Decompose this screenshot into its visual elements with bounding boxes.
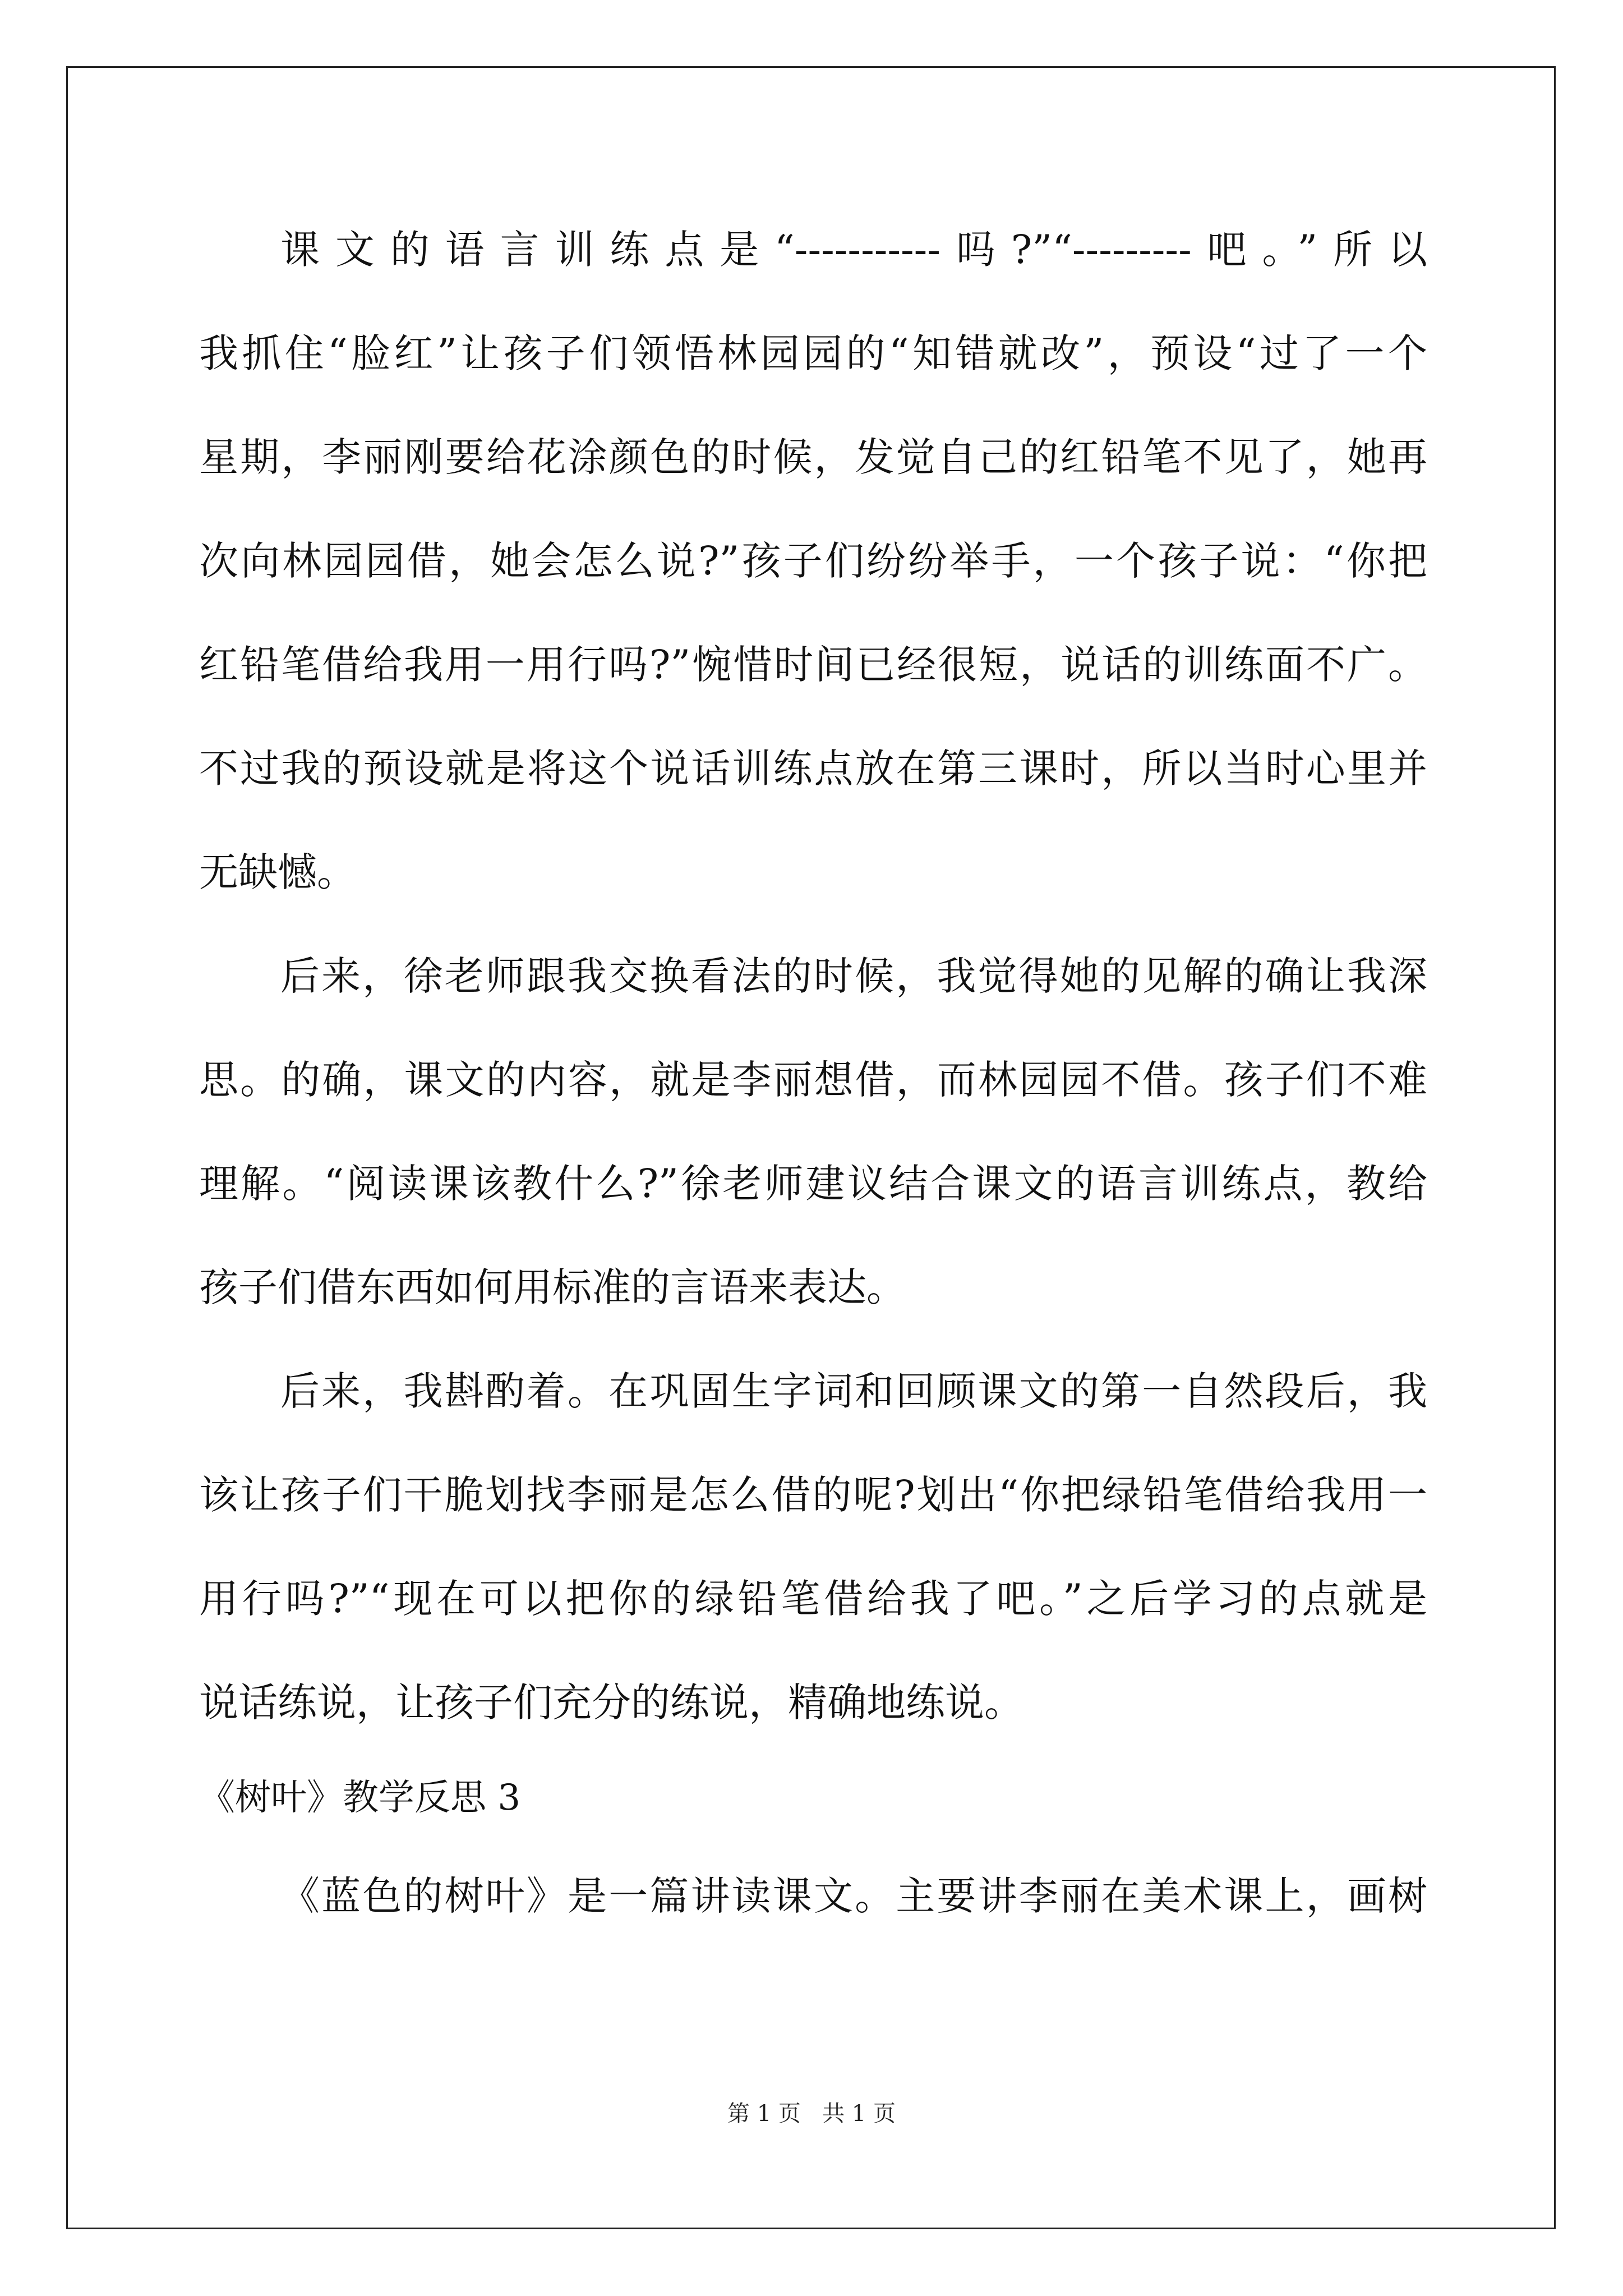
paragraph-1-line-5: 红铅笔借给我用一用行吗?”惋惜时间已经很短，说话的训练面不广。 bbox=[199, 642, 1427, 688]
paragraph-1-line-7: 无缺憾。 bbox=[199, 849, 356, 895]
paragraph-2-line-2: 思。的确，课文的内容，就是李丽想借，而林园园不借。孩子们不难 bbox=[199, 1057, 1427, 1103]
paragraph-1-line-4: 次向林园园借，她会怎么说?”孩子们纷纷举手，一个孩子说：“你把 bbox=[199, 538, 1427, 584]
paragraph-1-line-3: 星期，李丽刚要给花涂颜色的时候，发觉自己的红铅笔不见了，她再 bbox=[199, 434, 1427, 480]
paragraph-3-line-3: 用行吗?”“现在可以把你的绿铅笔借给我了吧。”之后学习的点就是 bbox=[199, 1576, 1427, 1622]
paragraph-1-line-6: 不过我的预设就是将这个说话训练点放在第三课时，所以当时心里并 bbox=[199, 746, 1427, 792]
paragraph-3-line-1: 后来，我斟酌着。在巩固生字词和回顾课文的第一自然段后，我 bbox=[280, 1368, 1427, 1414]
paragraph-2-line-1: 后来，徐老师跟我交换看法的时候，我觉得她的见解的确让我深 bbox=[280, 953, 1427, 999]
paragraph-2-line-3: 理解。“阅读课该教什么?”徐老师建议结合课文的语言训练点，教给 bbox=[199, 1161, 1427, 1207]
section-heading: 《树叶》教学反思 3 bbox=[199, 1777, 521, 1819]
paragraph-1-line-2: 我抓住“脸红”让孩子们领悟林园园的“知错就改”，预设“过了一个 bbox=[199, 330, 1427, 376]
page-number-footer: 第 1 页 共 1 页 bbox=[727, 2101, 896, 2127]
paragraph-2-line-4: 孩子们借东西如何用标准的言语来表达。 bbox=[199, 1264, 906, 1310]
paragraph-3-line-2: 该让孩子们干脆划找李丽是怎么借的呢?划出“你把绿铅笔借给我用一 bbox=[199, 1472, 1427, 1518]
final-paragraph-line-1: 《蓝色的树叶》是一篇讲读课文。主要讲李丽在美术课上，画树 bbox=[280, 1873, 1427, 1919]
paragraph-3-line-4: 说话练说，让孩子们充分的练说，精确地练说。 bbox=[199, 1680, 1023, 1726]
paragraph-1-line-1: 课文的语言训练点是“-----------吗?”“---------吧。”所以 bbox=[280, 227, 1427, 273]
